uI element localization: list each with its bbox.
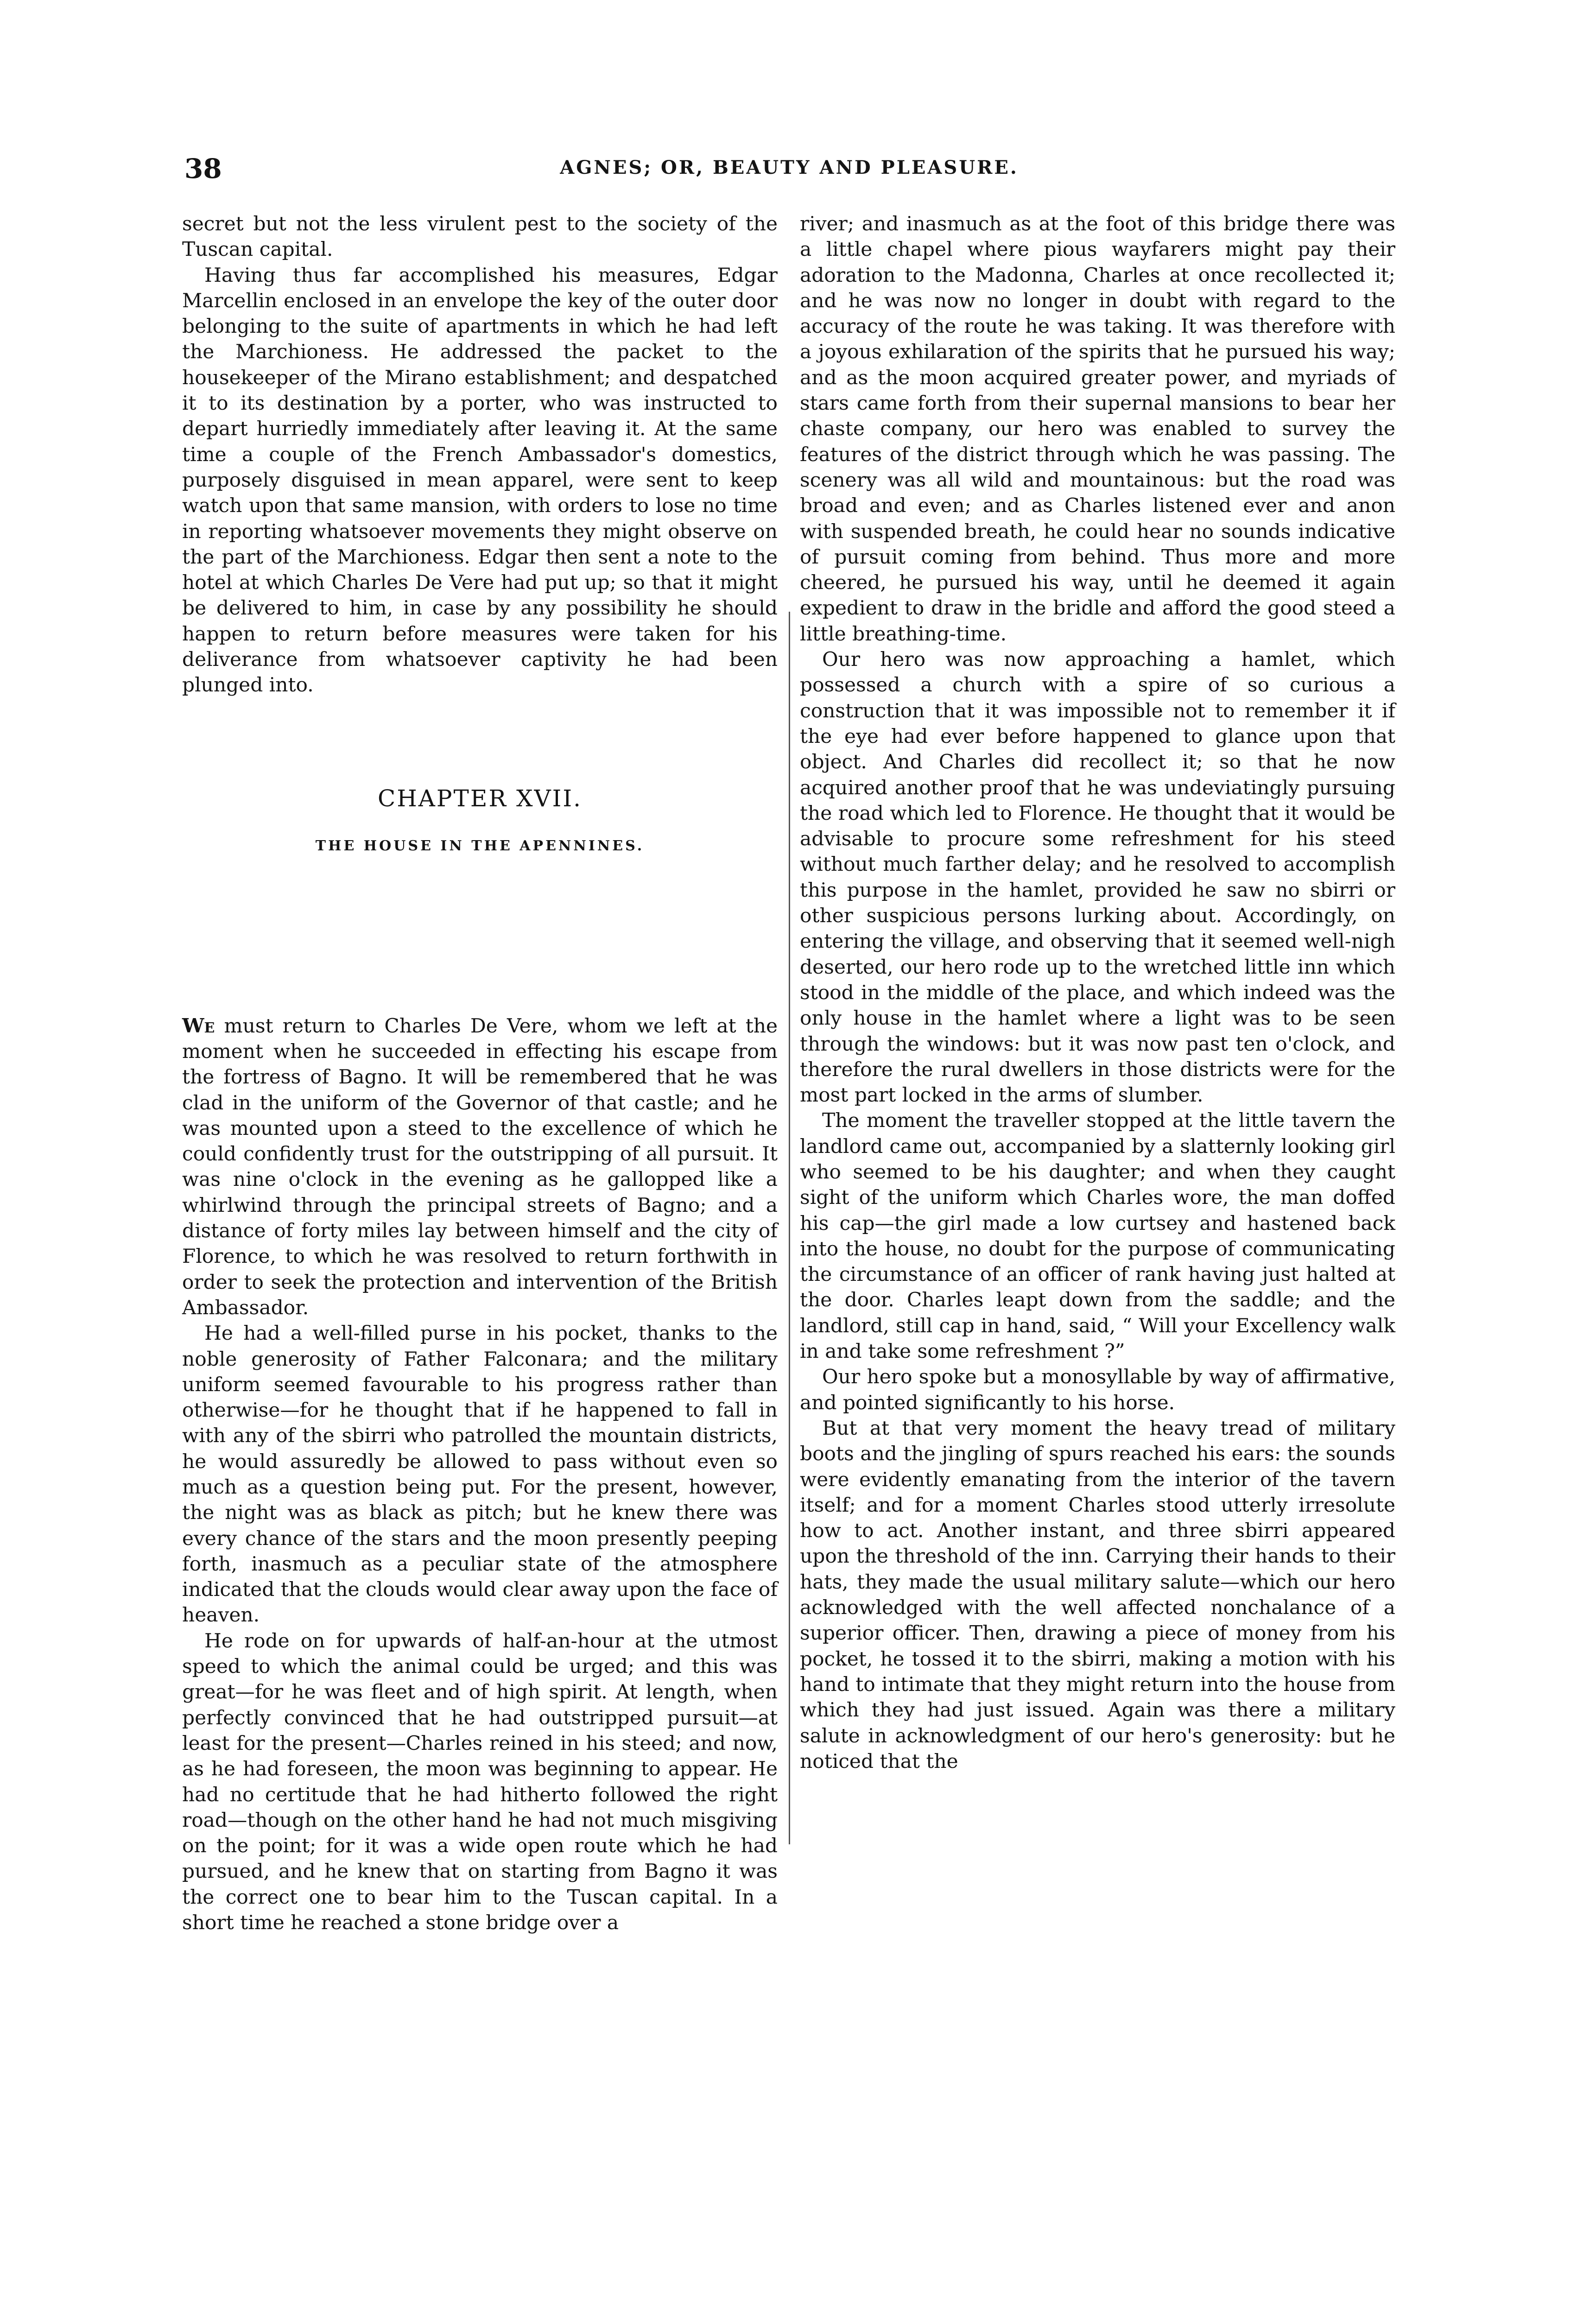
chapter-subtitle: THE HOUSE IN THE APENNINES. bbox=[315, 837, 645, 854]
dropcap-word: We bbox=[182, 1013, 215, 1037]
chapter-heading bbox=[182, 698, 778, 1013]
paragraph: secret but not the less virulent pest to the society of the Tuscan capital. bbox=[182, 212, 778, 261]
page-header bbox=[184, 153, 1394, 195]
paragraph-text: must return to Charles De Vere, whom we left at the moment when he succeeded in effecting his escape from the fortress of Bagno. It will be remembered that he was clad in the uniform of the Governor of that castle; and he was mounted upon a steed to the excellence of which he could confidently trust for the outstripping of all pursuit. It was nine o'clock in the evening as he gallopped like a whirlwind through the principal streets of Bagno; and a distance of forty miles lay between himself and the city of Florence, to which he was resolved to return forthwith in order to seek the protection and intervention of the British Ambassador. bbox=[182, 1014, 778, 1319]
paragraph: He had a well-filled purse in his pocket, thanks to the noble generosity of Father Falconara; and the military uniform seemed favourable to his progress rather than otherwise—for he thought that if he happened to fall in with any of the sbirri who patrolled the mountain districts, he would assuredly be allowed to pass without even so much as a question being put. For the present, however, the night was as black as pitch; but he knew there was every chance of the stars and the moon presently peeping forth, inasmuch as a peculiar state of the atmosphere indicated that the clouds would clear away upon the face of heaven. bbox=[182, 1322, 778, 1627]
paragraph: Our hero spoke but a monosyllable by way of affirmative, and pointed significantly to his horse. bbox=[800, 1365, 1395, 1414]
left-column bbox=[182, 211, 778, 1935]
column-divider bbox=[789, 612, 790, 1844]
paragraph: Our hero was now approaching a hamlet, which possessed a church with a spire of so curious a construction that it was impossible not to remember it if the eye had ever before happened to glance upon that object. And Charles did recollect it; so that he now acquired another proof that he was undeviatingly pursuing the road which led to Florence. He thought that it would be advisable to procure some refreshment for his steed without much farther delay; and he resolved to accomplish this purpose in the hamlet, provided he saw no sbirri or other suspicious persons lurking about. Accordingly, on entering the village, and observing that it seemed well-nigh deserted, our hero rode up to the wretched little inn which stood in the middle of the place, and which indeed was the only house in the hamlet where a light was to be seen through the windows: but it was now past ten o'clock, and therefore the rural dwellers in those districts were for the most part locked in the arms of slumber. bbox=[800, 648, 1395, 1107]
right-column bbox=[800, 211, 1395, 1774]
paragraph: But at that very moment the heavy tread of military boots and the jingling of spurs reached his ears: the sounds were evidently emanating from the interior of the tavern itself; and for a moment Charles stood utterly irresolute how to act. Another instant, and three sbirri appeared upon the threshold of the inn. Carrying their hands to their hats, they made the usual military salute—which our hero acknowledged with the well affected nonchalance of a superior officer. Then, drawing a piece of money from his pocket, he tossed it to the sbirri, making a motion with his hand to intimate that they might return into the house from which they had just issued. Again was there a military salute in acknowledgment of our hero's generosity: but he noticed that the bbox=[800, 1416, 1395, 1773]
paragraph bbox=[182, 1013, 778, 1321]
chapter-title: CHAPTER XVII. bbox=[377, 785, 583, 812]
paragraph: The moment the traveller stopped at the little tavern the landlord came out, accompanied by a slatternly looking girl who seemed to be his daughter; and when they caught sight of the uniform which Charles wore, the man doffed his cap—the girl made a low curtsey and hastened back into the house, no doubt for the purpose of communicating the circumstance of an officer of rank having just halted at the door. Charles leapt down from the saddle; and the landlord, still cap in hand, said, “ Will your Excellency walk in and take some refreshment ?” bbox=[800, 1109, 1395, 1363]
paragraph: river; and inasmuch as at the foot of this bridge there was a little chapel where pious wayfarers might pay their adoration to the Madonna, Charles at once recollected it; and he was now no longer in doubt with regard to the accuracy of the route he was taking. It was therefore with a joyous exhilaration of the spirits that he pursued his way; and as the moon acquired greater power, and myriads of stars came forth from their supernal mansions to bear her chaste company, our hero was enabled to survey the features of the district through which he was passing. The scenery was all wild and mountainous: but the road was broad and even; and as Charles listened ever and anon with suspended breath, he could hear no sounds indicative of pursuit coming from behind. Thus more and more cheered, he pursued his way, until he deemed it again expedient to draw in the bridle and afford the good steed a little breathing-time. bbox=[800, 212, 1395, 645]
running-title: AGNES; OR, BEAUTY AND PLEASURE. bbox=[560, 157, 1019, 178]
page-number: 38 bbox=[184, 153, 222, 184]
paragraph: He rode on for upwards of half-an-hour at the utmost speed to which the animal could be urged; and this was great—for he was fleet and of high spirit. At length, when perfectly convinced that he had outstripped pursuit—at least for the present—Charles reined in his steed; and now, as he had foreseen, the moon was beginning to appear. He had no certitude that he had hitherto followed the right road—though on the other hand he had not much misgiving on the point; for it was a wide open route which he had pursued, and he knew that on starting from Bagno it was the correct one to bear him to the Tuscan capital. In a short time he reached a stone bridge over a bbox=[182, 1629, 778, 1934]
paragraph: Having thus far accomplished his measures, Edgar Marcellin enclosed in an envelope the key of the outer door belonging to the suite of apartments in which he had left the Marchioness. He addressed the packet to the housekeeper of the Mirano establishment; and despatched it to its destination by a porter, who was instructed to depart hurriedly immediately after leaving it. At the same time a couple of the French Ambassador's domestics, purposely disguised in mean apparel, were sent to keep watch upon that same mansion, with orders to lose no time in reporting whatsoever movements they might observe on the part of the Marchioness. Edgar then sent a note to the hotel at which Charles De Vere had put up; so that it might be delivered to him, in case by any possibility he should happen to return before measures were taken for his deliverance from whatsoever captivity he had been plunged into. bbox=[182, 263, 778, 696]
